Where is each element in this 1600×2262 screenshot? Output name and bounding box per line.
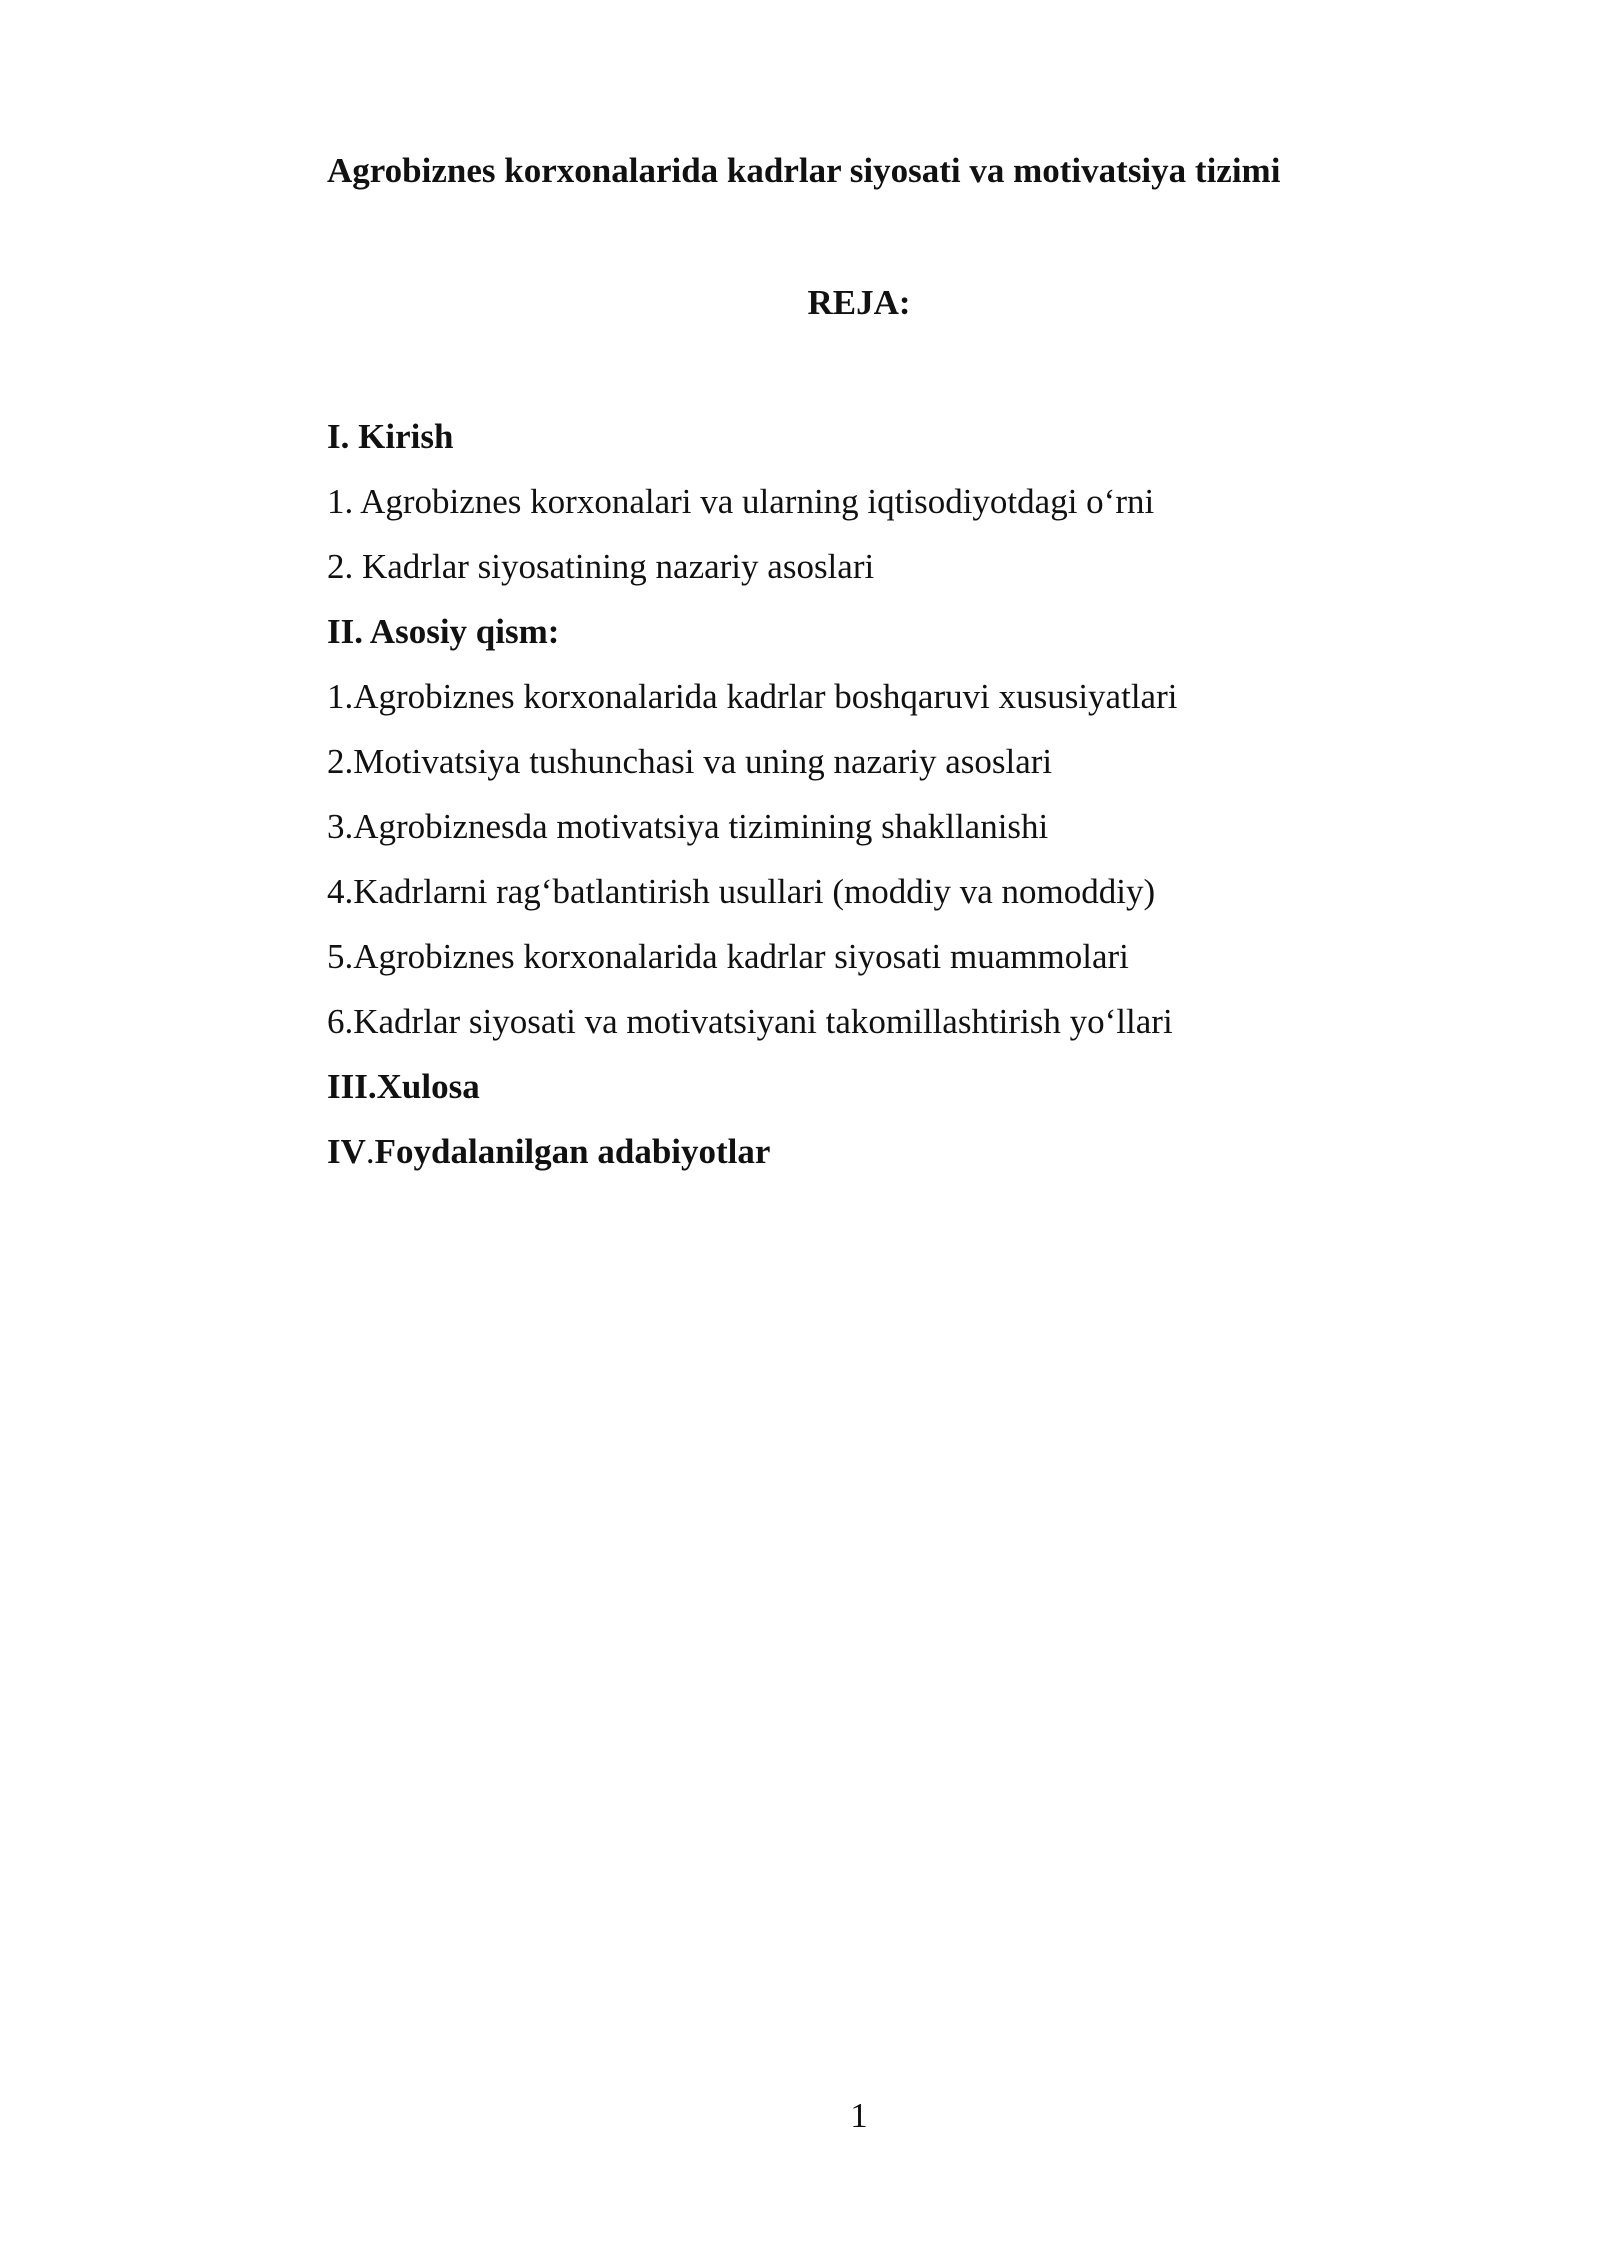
outline-item: 1.Agrobiznes korxonalarida kadrlar boshqaruvi xususiyatlari <box>327 677 1178 716</box>
section-dot: . <box>365 1132 375 1171</box>
document-title: Agrobiznes korxonalarida kadrlar siyosati va motivatsiya tizimi <box>327 151 1281 190</box>
outline-item: 2. Kadrlar siyosatining nazariy asoslari <box>327 547 875 586</box>
outline-section-conclusion: III.Xulosa <box>327 1067 480 1106</box>
section-numeral: IV <box>327 1132 366 1171</box>
outline-item: 5.Agrobiznes korxonalarida kadrlar siyosati muammolari <box>327 937 1129 976</box>
section-label: Foydalanilgan adabiyotlar <box>374 1132 771 1171</box>
outline-item: 6.Kadrlar siyosati va motivatsiyani takomillashtirish yo‘llari <box>327 1002 1173 1041</box>
outline-item: 3.Agrobiznesda motivatsiya tizimining shakllanishi <box>327 807 1049 846</box>
plan-heading: REJA: <box>807 283 911 322</box>
page-number: 1 <box>850 2096 868 2135</box>
outline-item: 1. Agrobiznes korxonalari va ularning iqtisodiyotdagi o‘rni <box>327 482 1155 521</box>
plan-outline <box>327 414 1177 1194</box>
outline-section-references <box>327 1129 1177 1194</box>
outline-section-introduction: I. Kirish <box>327 417 454 456</box>
outline-item: 4.Kadrlarni rag‘batlantirish usullari (moddiy va nomoddiy) <box>327 872 1156 911</box>
outline-section-main-part: II. Asosiy qism: <box>327 612 560 651</box>
outline-item: 2.Motivatsiya tushunchasi va uning nazariy asoslari <box>327 742 1053 781</box>
